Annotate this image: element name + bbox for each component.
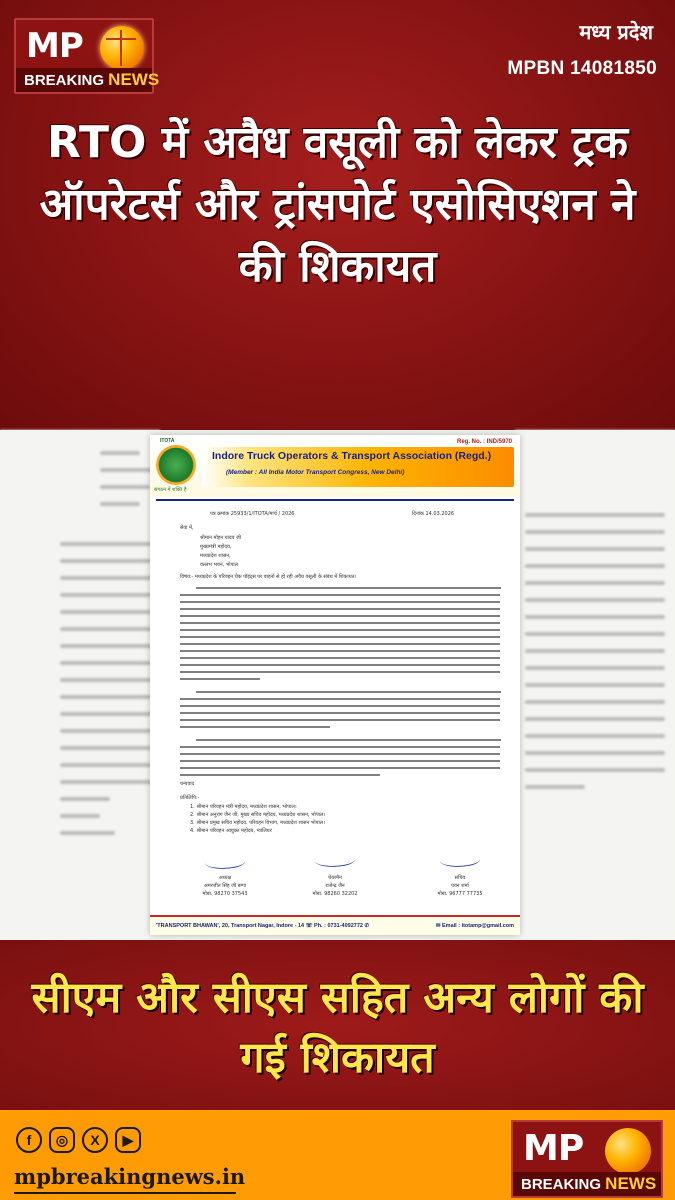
globe-icon: [100, 26, 144, 70]
website-link[interactable]: mpbreakingnews.in: [14, 1164, 246, 1189]
letter-subject: विषय:- मध्यप्रदेश के परिवहन चेक पॉइंट्स पर वाहनों से हो रही अवैध वसूली के संबंध में शिकायत।: [180, 574, 357, 580]
letterhead: [150, 435, 520, 497]
instagram-icon[interactable]: ◎: [49, 1127, 75, 1153]
complaint-letter: [150, 435, 520, 935]
signatory-2-role: चेयरमैन: [328, 875, 342, 881]
signature-chairman: [314, 851, 355, 869]
footer-logo-breaking-text: BREAKING: [521, 1176, 606, 1193]
association-name: Indore Truck Operators & Transport Association (Regd.): [212, 450, 492, 462]
region-label: मध्य प्रदेश: [579, 20, 653, 44]
brand-logo[interactable]: [14, 18, 160, 94]
association-membership: (Member : All India Motor Transport Congress, New Delhi): [226, 469, 405, 476]
letterhead-footer: [150, 915, 520, 935]
signature-secretary: [439, 851, 480, 869]
footer-address: 'TRANSPORT BHAWAN', 20, Transport Nagar, Indore - 14 ☏ Ph. : 0731-4092772 ✆: [156, 923, 370, 929]
letter-thanks: धन्यवाद: [180, 781, 195, 787]
signature-president: [204, 853, 245, 871]
news-code: MPBN 14081850: [507, 58, 657, 79]
signatory-2-name: राजेन्द्र जैन: [325, 883, 345, 889]
addressee-line-4: वल्लभ भवन, भोपाल: [200, 562, 239, 568]
footer-email: ✉ Email : itotamp@gmail.com: [435, 923, 514, 929]
background-page-right: [515, 430, 675, 940]
signatory-2-phone: मोबा. 98260 32202: [312, 891, 358, 897]
letter-to: सेवा में,: [180, 525, 194, 531]
registration-number: Reg. No. : IND/5970: [456, 439, 512, 445]
signatory-3-role: सचिव: [454, 875, 466, 881]
addressee-line-1: श्रीमान मोहन यादव जी: [200, 535, 242, 541]
logo-mp-text: MP: [26, 26, 83, 66]
footer-globe-icon: [605, 1128, 651, 1174]
cc-label: प्रतिलिपि:-: [180, 795, 200, 801]
background-page-left: [0, 430, 160, 940]
cc-line-1: 1. श्रीमान परिवहन मंत्री महोदय, मध्यप्रदेश शासन, भोपाल।: [190, 804, 297, 810]
youtube-icon[interactable]: ▶: [115, 1127, 141, 1153]
letter-date: दिनांक 14.03.2026: [412, 511, 455, 517]
main-headline: RTO में अवैध वसूली को लेकर ट्रक ऑपरेटर्स और ट्रांसपोर्ट एसोसिएशन ने की शिकायत: [39, 117, 636, 292]
signatory-3-name: पवन शर्मा: [451, 883, 469, 889]
document-photo: [0, 430, 675, 940]
logo-news-text: NEWS: [108, 70, 160, 89]
addressee-line-2: मुख्यमंत्री महोदय,: [200, 544, 232, 550]
website-underline: [14, 1192, 236, 1194]
logo-text: ITOTA: [160, 438, 175, 444]
signatory-1-phone: मोबा. 98270 37543: [202, 891, 248, 897]
footer-logo-mp-text: MP: [523, 1128, 584, 1169]
x-icon[interactable]: X: [82, 1127, 108, 1153]
logo-breaking-text: BREAKING: [24, 72, 109, 89]
logo-strip: [16, 68, 160, 92]
letterhead-slogan: संगठन में शक्ति है: [154, 487, 187, 493]
facebook-icon[interactable]: f: [16, 1127, 42, 1153]
letterhead-band: [202, 447, 514, 487]
footer-brand-logo[interactable]: [511, 1120, 663, 1198]
cc-line-4: 4. श्रीमान परिवहन आयुक्त महोदय, ग्वालियर: [190, 828, 272, 834]
signatory-1-role: अध्यक्ष: [218, 875, 232, 881]
bottom-headline: सीएम और सीएस सहित अन्य लोगों की गई शिकायत: [31, 973, 644, 1083]
addressee-line-3: मध्यप्रदेश शासन,: [200, 553, 231, 559]
footer-bar: [0, 1110, 675, 1200]
footer-logo-news-text: NEWS: [605, 1174, 657, 1193]
association-logo: [156, 445, 196, 485]
footer-logo-strip: [513, 1172, 661, 1196]
signatory-1-name: अमरजीत सिंह जी बग्गा: [203, 883, 247, 889]
letterhead-divider: [156, 499, 514, 501]
letter-reference: पत्र क्रमांक 25933/1/ITOTA/मार्च / 2026: [210, 511, 295, 517]
cc-line-2: 2. श्रीमान अनुराग जैन जी, मुख्य सचिव महोदय, मध्यप्रदेश शासन, भोपाल।: [190, 812, 326, 818]
signatory-3-phone: मोबा. 96777 77735: [437, 891, 483, 897]
header-panel: [0, 0, 675, 430]
bottom-panel: [0, 940, 675, 1110]
cc-line-3: 3. श्रीमान प्रमुख सचिव महोदय, परिवहन विभाग, मध्यप्रदेश शासन भोपाल।: [190, 820, 326, 826]
social-icons: [16, 1127, 141, 1153]
